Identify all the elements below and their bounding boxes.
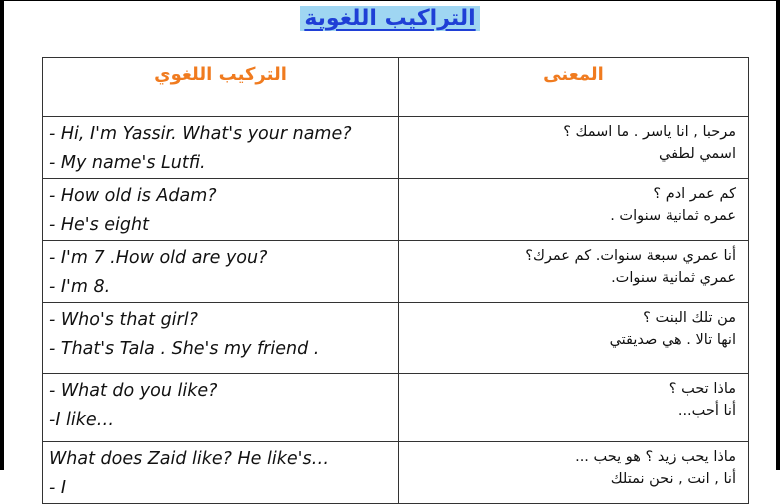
page-title-text: التراكيب اللغوية — [300, 6, 479, 31]
english-line: - What do you like? — [49, 381, 218, 401]
english-line: - I'm 7 .How old are you? — [49, 248, 268, 268]
english-cell — [43, 442, 399, 504]
table-row — [43, 179, 749, 241]
english-cell — [43, 303, 399, 374]
table-row — [43, 442, 749, 504]
english-cell — [43, 179, 399, 241]
arabic-line: اسمي لطفي — [659, 146, 736, 162]
page-title — [0, 6, 780, 31]
page-left-border — [0, 0, 4, 470]
english-line: - I'm 8. — [49, 277, 111, 297]
header-meaning-cell — [399, 58, 749, 117]
header-meaning: المعنى — [543, 64, 604, 85]
arabic-line: من تلك البنت ؟ — [643, 310, 736, 326]
arabic-line: أنا عمري سبعة سنوات. كم عمرك؟ — [525, 248, 736, 264]
arabic-line: عمري ثمانية سنوات. — [611, 270, 736, 286]
table-row — [43, 374, 749, 442]
arabic-line: أنا أحب... — [677, 403, 736, 419]
english-line: - I — [49, 478, 67, 498]
arabic-cell — [399, 303, 749, 374]
arabic-cell — [399, 179, 749, 241]
table-row — [43, 241, 749, 303]
arabic-cell — [399, 442, 749, 504]
english-line: - Hi, I'm Yassir. What's your name? — [49, 124, 352, 144]
english-cell — [43, 117, 399, 179]
arabic-cell — [399, 117, 749, 179]
arabic-cell — [399, 241, 749, 303]
english-line: -I like… — [49, 410, 115, 430]
table-row — [43, 117, 749, 179]
arabic-line: انها تالا . هي صديقتي — [609, 332, 736, 348]
header-structure: التركيب اللغوي — [154, 64, 287, 85]
english-line: - He's eight — [49, 215, 149, 235]
arabic-line: ماذا يحب زيد ؟ هو يحب ... — [575, 449, 736, 465]
english-cell — [43, 374, 399, 442]
english-line: What does Zaid like? He like's… — [49, 449, 330, 469]
arabic-line: ماذا تحب ؟ — [668, 381, 736, 397]
arabic-line: مرحبا , انا ياسر . ما اسمك ؟ — [563, 124, 736, 140]
page-right-border — [776, 0, 780, 470]
table-header-row — [43, 58, 749, 117]
header-structure-cell — [43, 58, 399, 117]
english-line: - How old is Adam? — [49, 186, 217, 206]
english-line: - That's Tala . She's my friend . — [49, 339, 320, 359]
arabic-line: كم عمر ادم ؟ — [653, 186, 736, 202]
page-top-border — [0, 0, 780, 1]
english-line: - Who's that girl? — [49, 310, 198, 330]
arabic-line: أنا , انت , نحن نمتلك — [610, 471, 736, 487]
arabic-cell — [399, 374, 749, 442]
vocabulary-table — [42, 57, 749, 504]
english-cell — [43, 241, 399, 303]
arabic-line: عمره ثمانية سنوات . — [610, 208, 736, 224]
table-row — [43, 303, 749, 374]
english-line: - My name's Lutfi. — [49, 153, 206, 173]
